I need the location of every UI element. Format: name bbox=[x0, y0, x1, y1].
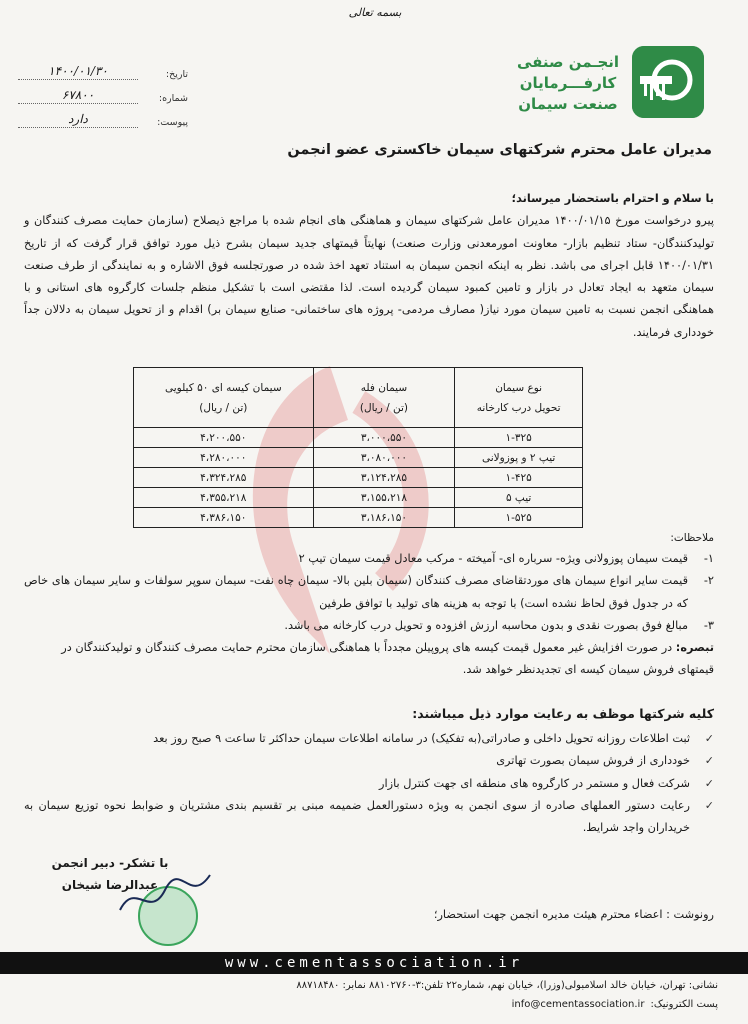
footer-bar bbox=[0, 952, 748, 974]
cell-bag-price: ۴،۳۸۶،۱۵۰ bbox=[134, 508, 314, 528]
main-paragraph: پیرو درخواست مورخ ۱۴۰۰/۰۱/۱۵ مدیران عامل شرکتهای سیمان و هماهنگی های انجام شده با مراجع ذیصلاح (سازمان حمایت مصرف کنندگان و تولیدکنندگان- ستاد تنظیم بازار- معاونت امورمعدنی وزارت صنعت) نهایتاً قیمتهای جدید سیمان بشرح ذیل مورد توافق قرار گرفت که از تاریخ ۱۴۰۰/۰۱/۳۱ قابل اجرای می باشد. نظر به اینکه انجمن سیمان به استناد تعهد اخذ شده در صورتجلسه فوق الاشاره و به نمایندگی از طرف صنعت سیمان متعهد به ایجاد تعادل در بازار و تامین کمبود سیمان گردیده است. لذا مقتضی است با تشکیل منظم جلسات کارگروه های استانی و با هماهنگی انجمن نسبت به تامین سیمان مورد نیاز( مصارف مردمی- پروژه های ساختمانی- صنایع سیمان بر) اقدام و از تحویل سیمان به دلالان جداً خودداری فرمایند. bbox=[24, 214, 714, 339]
cell-bulk-price: ۳،۱۲۴،۲۸۵ bbox=[313, 468, 455, 488]
header-bag-line2: (تن / ریال) bbox=[199, 401, 248, 414]
obligations-list bbox=[24, 728, 714, 839]
remark bbox=[24, 637, 714, 682]
org-name-line2: کارفـــرمایان bbox=[519, 74, 617, 92]
signature-icon bbox=[110, 860, 220, 930]
note-text: قیمت سایر انواع سیمان های موردتقاضای مصرف کنندگان (سیمان بلین بالا- سیمان چاه نفت- سیمان سوپر سولفات و سایر سیمان های خاص که در جدول فوق لحاظ نشده است) با توجه به هزینه های تولید با توافق طرفین bbox=[24, 574, 688, 610]
header-bag-line1: سیمان کیسه ای ۵۰ کیلویی bbox=[164, 381, 282, 394]
table-row bbox=[134, 448, 583, 468]
basmala: بسمه تعالی bbox=[348, 6, 402, 19]
meta-number bbox=[18, 80, 188, 104]
org-name-line3: صنعت سیمان bbox=[518, 95, 618, 113]
list-item bbox=[24, 750, 714, 772]
footer-email-label: پست الکترونیک: bbox=[650, 999, 718, 1010]
note-item bbox=[24, 548, 714, 570]
note-number: ۲- bbox=[703, 574, 714, 588]
cell-bulk-price: ۳،۰۰۰،۵۵۰ bbox=[313, 428, 455, 448]
table-row bbox=[134, 428, 583, 448]
cell-type: ۱-۵۲۵ bbox=[455, 508, 583, 528]
addressee: مدیران عامل محترم شرکتهای سیمان خاکستری عضو انجمن bbox=[287, 142, 712, 158]
price-table bbox=[133, 367, 583, 528]
cell-bag-price: ۴،۲۰۰،۵۵۰ bbox=[134, 428, 314, 448]
header-type-line2: تحویل درب کارخانه bbox=[476, 401, 561, 414]
checkmark-icon: ✓ bbox=[704, 754, 714, 768]
remark-label: تبصره: bbox=[675, 641, 714, 655]
obligation-text: شرکت فعال و مستمر در کارگروه های منطقه ای جهت کنترل بازار bbox=[379, 776, 690, 790]
cell-type: تیپ ۵ bbox=[455, 488, 583, 508]
meta-number-label: شماره: bbox=[158, 93, 188, 104]
cell-bag-price: ۴،۳۲۴،۲۸۵ bbox=[134, 468, 314, 488]
letter-body bbox=[24, 188, 714, 344]
note-number: ۱- bbox=[703, 552, 714, 565]
logo-mark-icon bbox=[632, 46, 704, 118]
checkmark-icon: ✓ bbox=[704, 776, 714, 790]
meta-date-value: ۱۴۰۰/۰۱/۳۰ bbox=[18, 64, 138, 80]
header-bulk-line2: (تن / ریال) bbox=[359, 401, 409, 414]
obligation-text: خودداری از فروش سیمان بصورت تهاتری bbox=[496, 754, 690, 768]
meta-date-label: تاریخ: bbox=[165, 69, 188, 80]
table-row bbox=[134, 488, 583, 508]
meta-number-value: ۶۷۸۰۰ bbox=[18, 88, 138, 104]
checkmark-icon: ✓ bbox=[704, 798, 714, 812]
cell-bulk-price: ۳،۱۸۶،۱۵۰ bbox=[313, 508, 455, 528]
header-bulk-line1: سیمان فله bbox=[360, 381, 408, 394]
signoff-thanks: با تشکر- دبیر انجمن bbox=[51, 856, 169, 870]
footer-address: نشانی: تهران، خیابان خالد اسلامبولی(وزرا)، خیابان نهم، شماره۲۲ تلفن:۳-۸۸۱۰۲۷۶۰ نمابر: ۸۸۷۱۸۴۸۰ bbox=[296, 980, 718, 991]
obligation-text: رعایت دستور العملهای صادره از سوی انجمن به ویژه دستورالعمل ضمیمه مبنی بر تقسیم بندی مشتریان و ضوابط نحوه توزیع سیمان به خریداران واجد شرایط. bbox=[24, 798, 690, 835]
cell-bulk-price: ۳،۰۸۰،۰۰۰ bbox=[313, 448, 455, 468]
footer-website-link[interactable]: www.cementassociation.ir bbox=[224, 955, 524, 971]
note-number: ۳- bbox=[703, 618, 714, 632]
meta-date bbox=[18, 56, 188, 80]
footer-email bbox=[512, 999, 718, 1010]
greeting: با سلام و احترام باستحضار میرساند؛ bbox=[511, 192, 714, 205]
organization-name bbox=[516, 52, 620, 115]
table-header-row bbox=[134, 368, 583, 428]
header-cement-type bbox=[455, 368, 583, 428]
carbon-copy: رونوشت : اعضاء محترم هیئت مدیره انجمن جهت استحضار؛ bbox=[433, 908, 714, 921]
cell-type: ۱-۴۲۵ bbox=[455, 468, 583, 488]
list-item bbox=[24, 728, 714, 750]
obligation-text: ثبت اطلاعات روزانه تحویل داخلی و صادراتی(به تفکیک) در سامانه اطلاعات سیمان حداکثر تا ساعت ۹ صبح روز بعد bbox=[153, 732, 690, 745]
header-bag-cement bbox=[134, 368, 314, 428]
meta-attachment-label: پیوست: bbox=[157, 117, 188, 128]
checkmark-icon: ✓ bbox=[704, 732, 714, 745]
table-row bbox=[134, 468, 583, 488]
cell-bag-price: ۴،۲۸۰،۰۰۰ bbox=[134, 448, 314, 468]
header-type-line1: نوع سیمان bbox=[495, 381, 543, 394]
note-text: قیمت سیمان پوزولانی ویژه- سرباره ای- آمیخته - مرکب معادل قیمت سیمان تیپ ۲ bbox=[298, 552, 688, 565]
cell-bag-price: ۴،۳۵۵،۲۱۸ bbox=[134, 488, 314, 508]
notes-title: ملاحظات: bbox=[670, 532, 714, 544]
meta-attachment-value: دارد bbox=[18, 112, 138, 128]
cell-bulk-price: ۳،۱۵۵،۲۱۸ bbox=[313, 488, 455, 508]
note-item bbox=[24, 615, 714, 637]
notes-list bbox=[24, 548, 714, 682]
list-item bbox=[24, 773, 714, 795]
signatory-name: عبدالرضا شیخان bbox=[61, 878, 159, 892]
table-row bbox=[134, 508, 583, 528]
header-bulk-cement bbox=[313, 368, 455, 428]
footer-email-link[interactable]: info@cementassociation.ir bbox=[511, 999, 645, 1010]
list-item bbox=[24, 795, 714, 840]
cell-type: تیپ ۲ و پوزولانی bbox=[455, 448, 583, 468]
cell-type: ۱-۳۲۵ bbox=[455, 428, 583, 448]
remark-text: در صورت افزایش غیر معمول قیمت کیسه های پروپیلن مجدداً با هماهنگی سازمان محترم حمایت مصرف کنندگان و تولیدکنندگان در قیمتهای فروش سیمان کیسه ای تجدیدنظر خواهد شد. bbox=[61, 641, 714, 677]
association-logo bbox=[632, 46, 704, 118]
note-text: مبالغ فوق بصورت نقدی و بدون محاسبه ارزش افزوده و تحویل درب کارخانه می باشد. bbox=[284, 618, 688, 632]
meta-attachment bbox=[18, 104, 188, 128]
note-item bbox=[24, 570, 714, 615]
org-name-line1: انجـمن صنفی bbox=[516, 53, 620, 71]
obligations-title: کلیه شرکتها موظف به رعایت موارد ذیل میباشند: bbox=[412, 706, 714, 721]
letter-meta bbox=[18, 56, 188, 128]
